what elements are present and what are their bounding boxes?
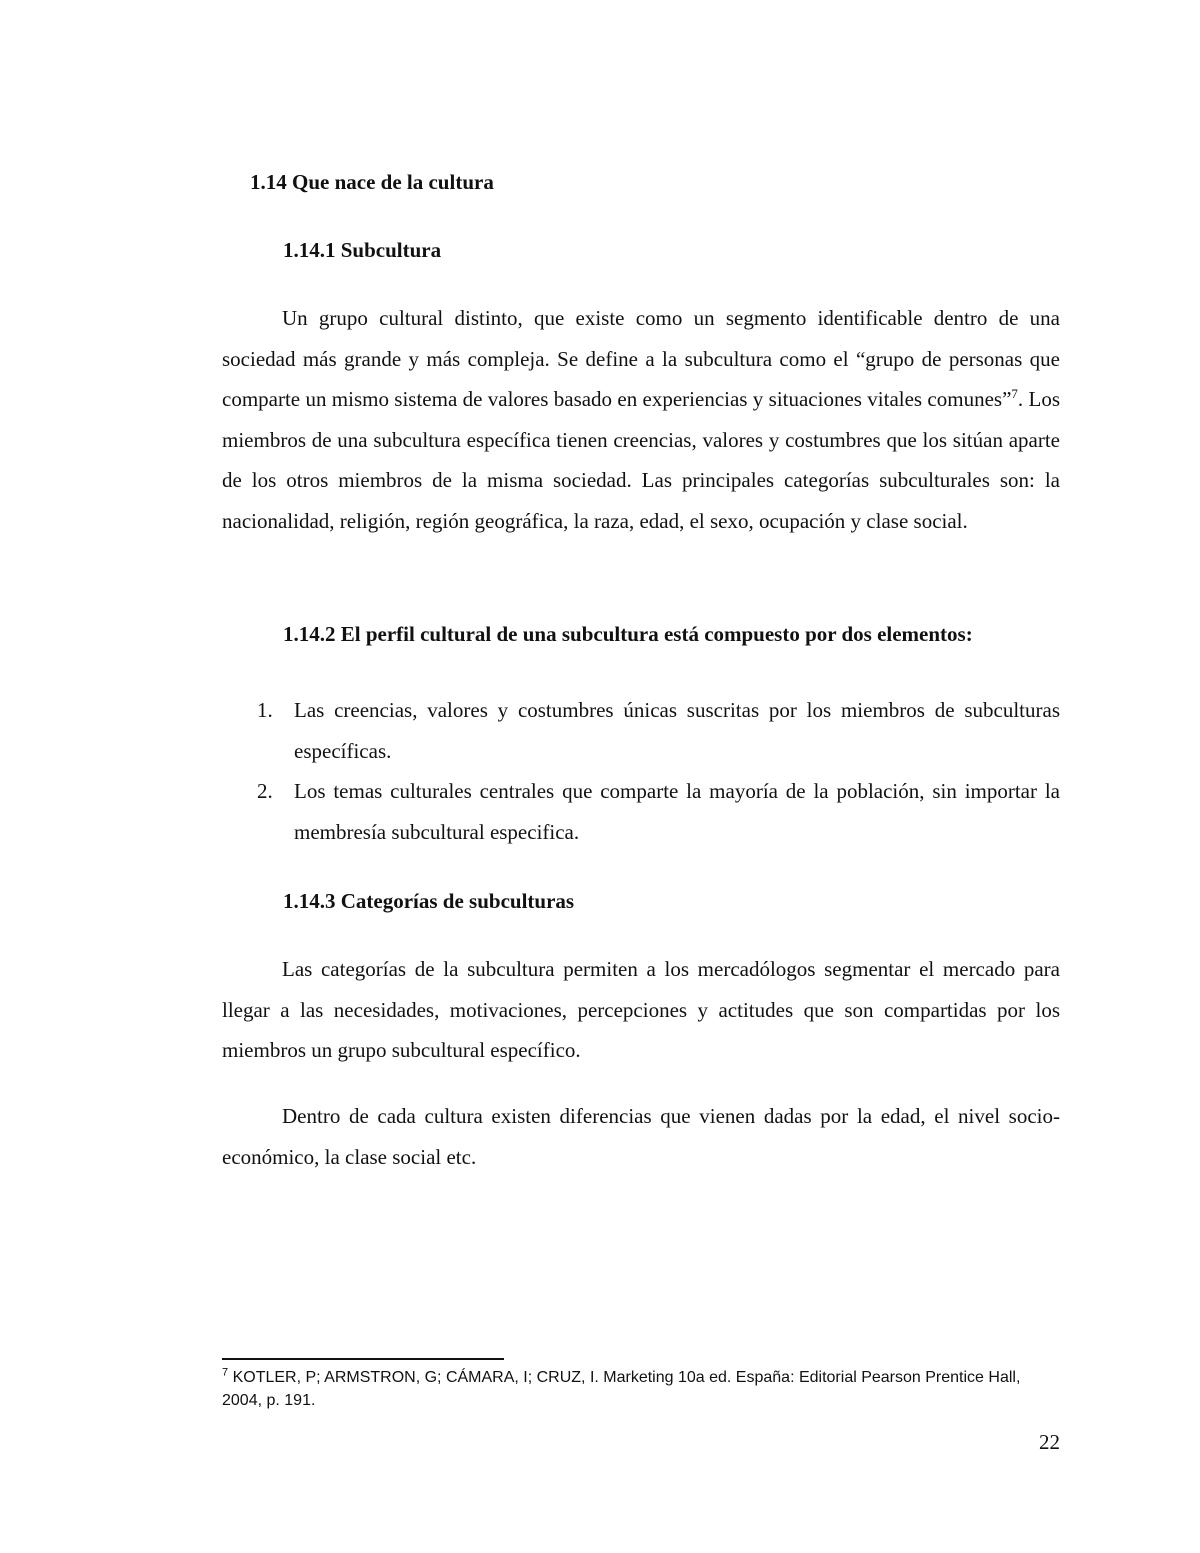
categorias-paragraph [222,949,1060,1071]
list-item-text: Los temas culturales centrales que comparte la mayoría de la población, sin importar la membresía subcultural especifica. [294,779,1060,844]
list-item-number: 1. [257,698,273,722]
elements-list [222,690,1060,852]
footnote-separator [222,1358,504,1360]
diferencias-paragraph-text: Dentro de cada cultura existen diferencias que vienen dadas por la edad, el nivel socio-económico, la clase social etc. [222,1104,1060,1169]
subsection-heading-categorias: 1.14.3 Categorías de subculturas [283,889,575,913]
list-item-text: Las creencias, valores y costumbres únicas suscritas por los miembros de subculturas específicas. [294,698,1060,763]
footnote-reference-marker: 7 [1011,386,1018,401]
subcultura-paragraph [222,298,1060,541]
subcultura-paragraph-text-end: . Los miembros de una subcultura específica tienen creencias, valores y costumbres que los sitúan aparte de los otros miembros de la misma sociedad. Las principales categorías subculturales son: la nacionalidad, religión, región geográfica, la raza, edad, el sexo, ocupación y clase social. [222,387,1060,533]
footnote [222,1366,1062,1412]
diferencias-paragraph [222,1096,1060,1177]
list-item-number: 2. [257,779,273,803]
page-number: 22 [1039,1430,1060,1454]
categorias-paragraph-text: Las categorías de la subcultura permiten a los mercadólogos segmentar el mercado para llegar a las necesidades, motivaciones, percepciones y actitudes que son compartidas por los miembros un grupo subcultural específico. [222,957,1060,1062]
footnote-text: KOTLER, P; ARMSTRON, G; CÁMARA, I; CRUZ, I. Marketing 10a ed. España: Editorial Pearson Prentice Hall, 2004, p. 191. [222,1369,1021,1409]
list-item [222,690,1060,771]
subcultura-paragraph-text-start: Un grupo cultural distinto, que existe como un segmento identificable dentro de una sociedad más grande y más compleja. Se define a la subcultura como el “grupo de personas que comparte un mismo sistema de valores basado en experiencias y situaciones vitales comunes” [222,306,1060,411]
footnote-marker: 7 [222,1366,229,1379]
list-item [222,771,1060,852]
subsection-heading-perfil-cultural: 1.14.2 El perfil cultural de una subcultura está compuesto por dos elementos: [283,622,973,646]
subsection-heading-subcultura: 1.14.1 Subcultura [283,238,442,262]
section-heading: 1.14 Que nace de la cultura [250,170,494,194]
